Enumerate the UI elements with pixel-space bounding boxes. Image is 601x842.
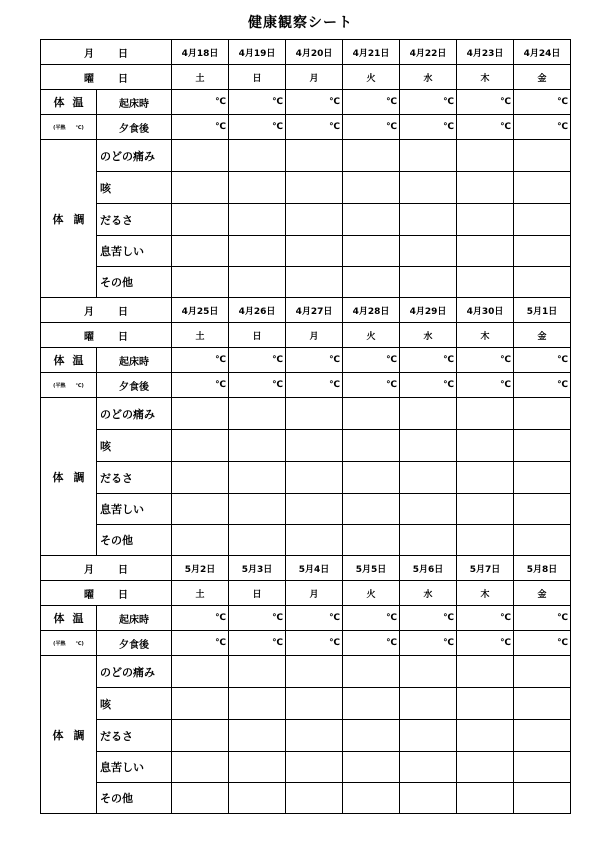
date-cell: 4月25日	[172, 298, 229, 323]
normal-temp-note	[41, 373, 97, 398]
symptom-check-cell[interactable]	[457, 525, 514, 556]
symptom-check-cell[interactable]	[172, 398, 229, 430]
symptom-check-cell[interactable]	[286, 688, 343, 720]
symptom-check-cell[interactable]	[286, 720, 343, 752]
temp-input-cell[interactable]: ℃	[229, 631, 286, 656]
temp-input-cell[interactable]: ℃	[172, 90, 229, 115]
symptom-check-cell[interactable]	[400, 462, 457, 494]
symptom-check-cell[interactable]	[400, 430, 457, 462]
temp-input-cell[interactable]: ℃	[343, 90, 400, 115]
symptom-check-cell[interactable]	[286, 398, 343, 430]
symptom-check-cell[interactable]	[172, 752, 229, 783]
month-label: 月	[84, 48, 94, 60]
weekday-cell: 木	[457, 323, 514, 348]
date-cell: 5月7日	[457, 556, 514, 581]
date-row	[41, 298, 571, 323]
normal-temp-left: (平熱	[53, 640, 66, 647]
weekday-label-yo: 曜	[84, 73, 94, 85]
morning-label: 起床時	[97, 348, 172, 373]
temp-input-cell[interactable]: ℃	[286, 631, 343, 656]
temp-input-cell[interactable]: ℃	[286, 373, 343, 398]
morning-label: 起床時	[97, 606, 172, 631]
symptom-check-cell[interactable]	[343, 656, 400, 688]
symptom-check-cell[interactable]	[343, 398, 400, 430]
symptom-check-cell[interactable]	[400, 783, 457, 814]
temp-input-cell[interactable]: ℃	[457, 348, 514, 373]
morning-label: 起床時	[97, 90, 172, 115]
normal-temp-right: ℃)	[75, 382, 84, 389]
symptom-label: 息苦しい	[97, 494, 172, 525]
symptom-check-cell[interactable]	[457, 172, 514, 204]
symptom-check-cell[interactable]	[457, 462, 514, 494]
date-cell: 5月5日	[343, 556, 400, 581]
weekday-cell: 土	[172, 323, 229, 348]
temp-input-cell[interactable]: ℃	[229, 348, 286, 373]
temp-input-cell[interactable]: ℃	[286, 348, 343, 373]
symptom-check-cell[interactable]	[286, 140, 343, 172]
body-temp-label	[41, 606, 97, 631]
symptom-check-cell[interactable]	[457, 752, 514, 783]
symptom-row	[41, 398, 571, 430]
symptom-check-cell[interactable]	[229, 430, 286, 462]
symptom-check-cell[interactable]	[457, 688, 514, 720]
symptom-label: 息苦しい	[97, 236, 172, 267]
symptom-check-cell[interactable]	[343, 752, 400, 783]
symptom-row	[41, 172, 571, 204]
temp-input-cell[interactable]: ℃	[172, 115, 229, 140]
symptom-row	[41, 204, 571, 236]
weekday-cell: 水	[400, 581, 457, 606]
cho-char: 調	[73, 470, 85, 484]
weekday-cell: 日	[229, 65, 286, 90]
health-observation-table	[40, 39, 571, 814]
symptom-check-cell[interactable]	[229, 783, 286, 814]
weekday-cell: 土	[172, 581, 229, 606]
temp-input-cell[interactable]: ℃	[286, 606, 343, 631]
temp-input-cell[interactable]: ℃	[457, 631, 514, 656]
symptom-check-cell[interactable]	[514, 656, 571, 688]
weekday-cell: 月	[286, 323, 343, 348]
symptom-row	[41, 783, 571, 814]
symptom-check-cell[interactable]	[343, 267, 400, 298]
date-cell: 5月1日	[514, 298, 571, 323]
temp-input-cell[interactable]: ℃	[400, 606, 457, 631]
symptom-check-cell[interactable]	[229, 752, 286, 783]
day-label: 日	[118, 564, 128, 576]
condition-label	[41, 656, 97, 814]
symptom-check-cell[interactable]	[229, 140, 286, 172]
normal-temp-right: ℃)	[75, 124, 84, 131]
symptom-check-cell[interactable]	[172, 140, 229, 172]
date-cell: 5月4日	[286, 556, 343, 581]
symptom-label: 咳	[97, 172, 172, 204]
symptom-label: だるさ	[97, 720, 172, 752]
weekday-cell: 木	[457, 65, 514, 90]
symptom-check-cell[interactable]	[229, 236, 286, 267]
symptom-label: のどの痛み	[97, 398, 172, 430]
symptom-check-cell[interactable]	[457, 783, 514, 814]
weekday-cell: 金	[514, 323, 571, 348]
normal-temp-note	[41, 631, 97, 656]
symptom-check-cell[interactable]	[172, 688, 229, 720]
weekday-cell: 木	[457, 581, 514, 606]
symptom-check-cell[interactable]	[457, 204, 514, 236]
symptom-row	[41, 752, 571, 783]
symptom-check-cell[interactable]	[514, 172, 571, 204]
symptom-check-cell[interactable]	[400, 752, 457, 783]
temp-evening-row	[41, 631, 571, 656]
normal-temp-left: (平熱	[53, 382, 66, 389]
normal-temp-note	[41, 115, 97, 140]
temp-input-cell[interactable]: ℃	[400, 348, 457, 373]
symptom-label: 咳	[97, 688, 172, 720]
symptom-check-cell[interactable]	[457, 494, 514, 525]
symptom-check-cell[interactable]	[514, 236, 571, 267]
symptom-check-cell[interactable]	[286, 204, 343, 236]
temp-input-cell[interactable]: ℃	[514, 373, 571, 398]
symptom-check-cell[interactable]	[514, 525, 571, 556]
symptom-check-cell[interactable]	[343, 783, 400, 814]
symptom-check-cell[interactable]	[343, 525, 400, 556]
weekday-cell: 火	[343, 581, 400, 606]
weekday-label	[41, 323, 172, 348]
symptom-check-cell[interactable]	[400, 204, 457, 236]
symptom-check-cell[interactable]	[343, 172, 400, 204]
symptom-check-cell[interactable]	[400, 140, 457, 172]
symptom-check-cell[interactable]	[514, 430, 571, 462]
tai-char: 体	[53, 96, 65, 109]
symptom-label: 息苦しい	[97, 752, 172, 783]
tai-char: 体	[52, 212, 64, 226]
temp-input-cell[interactable]: ℃	[400, 90, 457, 115]
cho-char: 調	[73, 728, 85, 742]
temp-input-cell[interactable]: ℃	[229, 115, 286, 140]
temp-input-cell[interactable]: ℃	[514, 348, 571, 373]
symptom-label: のどの痛み	[97, 140, 172, 172]
symptom-check-cell[interactable]	[172, 462, 229, 494]
symptom-row	[41, 462, 571, 494]
date-cell: 4月23日	[457, 40, 514, 65]
temp-morning-row	[41, 348, 571, 373]
date-cell: 4月21日	[343, 40, 400, 65]
symptom-check-cell[interactable]	[400, 688, 457, 720]
symptom-check-cell[interactable]	[457, 236, 514, 267]
day-label: 日	[118, 48, 128, 60]
symptom-check-cell[interactable]	[286, 783, 343, 814]
symptom-check-cell[interactable]	[457, 267, 514, 298]
temp-input-cell[interactable]: ℃	[229, 373, 286, 398]
symptom-check-cell[interactable]	[457, 430, 514, 462]
symptom-check-cell[interactable]	[400, 172, 457, 204]
symptom-check-cell[interactable]	[286, 525, 343, 556]
symptom-label: その他	[97, 783, 172, 814]
symptom-check-cell[interactable]	[400, 494, 457, 525]
symptom-check-cell[interactable]	[286, 494, 343, 525]
symptom-check-cell[interactable]	[172, 783, 229, 814]
temp-input-cell[interactable]: ℃	[172, 606, 229, 631]
date-cell: 4月22日	[400, 40, 457, 65]
date-cell: 5月6日	[400, 556, 457, 581]
date-row	[41, 556, 571, 581]
date-cell: 4月30日	[457, 298, 514, 323]
symptom-check-cell[interactable]	[172, 656, 229, 688]
symptom-check-cell[interactable]	[229, 267, 286, 298]
symptom-check-cell[interactable]	[343, 720, 400, 752]
tai-char: 体	[52, 728, 64, 742]
symptom-check-cell[interactable]	[286, 462, 343, 494]
symptom-row	[41, 430, 571, 462]
weekday-cell: 火	[343, 323, 400, 348]
symptom-row	[41, 140, 571, 172]
page-title: 健康観察シート	[248, 15, 353, 31]
symptom-check-cell[interactable]	[514, 398, 571, 430]
symptom-label: 咳	[97, 430, 172, 462]
date-cell: 4月18日	[172, 40, 229, 65]
symptom-check-cell[interactable]	[457, 140, 514, 172]
temp-input-cell[interactable]: ℃	[229, 90, 286, 115]
weekday-label-yo: 曜	[84, 589, 94, 601]
symptom-row	[41, 525, 571, 556]
symptom-check-cell[interactable]	[343, 494, 400, 525]
temp-input-cell[interactable]: ℃	[172, 631, 229, 656]
symptom-row	[41, 236, 571, 267]
temp-input-cell[interactable]: ℃	[514, 115, 571, 140]
symptom-check-cell[interactable]	[514, 140, 571, 172]
symptom-check-cell[interactable]	[229, 398, 286, 430]
symptom-check-cell[interactable]	[514, 783, 571, 814]
symptom-row	[41, 267, 571, 298]
symptom-check-cell[interactable]	[400, 525, 457, 556]
condition-label	[41, 140, 97, 298]
symptom-check-cell[interactable]	[514, 720, 571, 752]
body-temp-label	[41, 348, 97, 373]
symptom-check-cell[interactable]	[172, 430, 229, 462]
date-cell: 4月29日	[400, 298, 457, 323]
temp-input-cell[interactable]: ℃	[457, 606, 514, 631]
symptom-check-cell[interactable]	[172, 720, 229, 752]
symptom-label: のどの痛み	[97, 656, 172, 688]
symptom-check-cell[interactable]	[343, 462, 400, 494]
symptom-check-cell[interactable]	[286, 172, 343, 204]
temp-input-cell[interactable]: ℃	[229, 606, 286, 631]
symptom-check-cell[interactable]	[343, 204, 400, 236]
on-char: 温	[72, 96, 84, 109]
date-cell: 5月3日	[229, 556, 286, 581]
symptom-check-cell[interactable]	[229, 172, 286, 204]
symptom-check-cell[interactable]	[400, 236, 457, 267]
cho-char: 調	[73, 212, 85, 226]
weekday-cell: 月	[286, 581, 343, 606]
on-char: 温	[72, 612, 84, 625]
month-day-label	[41, 556, 172, 581]
date-cell: 4月26日	[229, 298, 286, 323]
symptom-check-cell[interactable]	[514, 688, 571, 720]
temp-input-cell[interactable]: ℃	[172, 348, 229, 373]
symptom-check-cell[interactable]	[457, 656, 514, 688]
symptom-check-cell[interactable]	[172, 172, 229, 204]
symptom-check-cell[interactable]	[229, 720, 286, 752]
symptom-check-cell[interactable]	[229, 494, 286, 525]
date-cell: 4月24日	[514, 40, 571, 65]
evening-label: 夕食後	[97, 373, 172, 398]
symptom-check-cell[interactable]	[514, 204, 571, 236]
day-label: 日	[118, 306, 128, 318]
weekday-cell: 水	[400, 323, 457, 348]
tai-char: 体	[53, 612, 65, 625]
symptom-row	[41, 688, 571, 720]
temp-input-cell[interactable]: ℃	[514, 606, 571, 631]
on-char: 温	[72, 354, 84, 367]
temp-input-cell[interactable]: ℃	[286, 115, 343, 140]
symptom-check-cell[interactable]	[172, 267, 229, 298]
evening-label: 夕食後	[97, 115, 172, 140]
temp-input-cell[interactable]: ℃	[343, 373, 400, 398]
tai-char: 体	[52, 470, 64, 484]
weekday-cell: 土	[172, 65, 229, 90]
temp-evening-row	[41, 115, 571, 140]
symptom-check-cell[interactable]	[286, 656, 343, 688]
date-cell: 4月27日	[286, 298, 343, 323]
date-cell: 5月2日	[172, 556, 229, 581]
symptom-check-cell[interactable]	[172, 494, 229, 525]
weekday-cell: 月	[286, 65, 343, 90]
temp-input-cell[interactable]: ℃	[343, 348, 400, 373]
symptom-row	[41, 656, 571, 688]
temp-input-cell[interactable]: ℃	[457, 373, 514, 398]
weekday-label	[41, 65, 172, 90]
weekday-label	[41, 581, 172, 606]
date-cell: 4月28日	[343, 298, 400, 323]
weekday-label-yo: 曜	[84, 331, 94, 343]
symptom-label: だるさ	[97, 204, 172, 236]
symptom-check-cell[interactable]	[400, 720, 457, 752]
symptom-check-cell[interactable]	[514, 494, 571, 525]
month-day-label	[41, 40, 172, 65]
weekday-cell: 火	[343, 65, 400, 90]
symptom-check-cell[interactable]	[172, 236, 229, 267]
temp-input-cell[interactable]: ℃	[514, 631, 571, 656]
symptom-check-cell[interactable]	[286, 752, 343, 783]
weekday-label-bi: 日	[118, 331, 128, 343]
weekday-row	[41, 581, 571, 606]
weekday-row	[41, 65, 571, 90]
temp-input-cell[interactable]: ℃	[457, 90, 514, 115]
temp-evening-row	[41, 373, 571, 398]
symptom-label: その他	[97, 267, 172, 298]
temp-input-cell[interactable]: ℃	[343, 631, 400, 656]
body-temp-label	[41, 90, 97, 115]
weekday-cell: 日	[229, 323, 286, 348]
temp-input-cell[interactable]: ℃	[400, 631, 457, 656]
month-label: 月	[84, 306, 94, 318]
temp-morning-row	[41, 90, 571, 115]
symptom-check-cell[interactable]	[343, 140, 400, 172]
temp-input-cell[interactable]: ℃	[286, 90, 343, 115]
symptom-check-cell[interactable]	[229, 204, 286, 236]
temp-input-cell[interactable]: ℃	[514, 90, 571, 115]
symptom-row	[41, 720, 571, 752]
symptom-check-cell[interactable]	[343, 688, 400, 720]
weekday-cell: 日	[229, 581, 286, 606]
weekday-row	[41, 323, 571, 348]
temp-input-cell[interactable]: ℃	[172, 373, 229, 398]
temp-input-cell[interactable]: ℃	[400, 115, 457, 140]
symptom-check-cell[interactable]	[514, 267, 571, 298]
tai-char: 体	[53, 354, 65, 367]
symptom-check-cell[interactable]	[457, 720, 514, 752]
evening-label: 夕食後	[97, 631, 172, 656]
symptom-check-cell[interactable]	[172, 525, 229, 556]
condition-label	[41, 398, 97, 556]
weekday-cell: 水	[400, 65, 457, 90]
symptom-check-cell[interactable]	[514, 752, 571, 783]
symptom-check-cell[interactable]	[286, 236, 343, 267]
symptom-check-cell[interactable]	[400, 656, 457, 688]
symptom-check-cell[interactable]	[286, 430, 343, 462]
symptom-check-cell[interactable]	[229, 462, 286, 494]
symptom-check-cell[interactable]	[514, 462, 571, 494]
symptom-row	[41, 494, 571, 525]
symptom-check-cell[interactable]	[457, 398, 514, 430]
date-cell: 5月8日	[514, 556, 571, 581]
temp-input-cell[interactable]: ℃	[343, 606, 400, 631]
temp-input-cell[interactable]: ℃	[343, 115, 400, 140]
weekday-label-bi: 日	[118, 589, 128, 601]
symptom-check-cell[interactable]	[400, 398, 457, 430]
symptom-check-cell[interactable]	[229, 656, 286, 688]
temp-input-cell[interactable]: ℃	[400, 373, 457, 398]
symptom-check-cell[interactable]	[400, 267, 457, 298]
normal-temp-left: (平熱	[53, 124, 66, 131]
symptom-check-cell[interactable]	[229, 525, 286, 556]
weekday-cell: 金	[514, 65, 571, 90]
weekday-label-bi: 日	[118, 73, 128, 85]
month-label: 月	[84, 564, 94, 576]
symptom-check-cell[interactable]	[286, 267, 343, 298]
temp-input-cell[interactable]: ℃	[457, 115, 514, 140]
symptom-check-cell[interactable]	[172, 204, 229, 236]
symptom-label: だるさ	[97, 462, 172, 494]
symptom-check-cell[interactable]	[229, 688, 286, 720]
symptom-check-cell[interactable]	[343, 430, 400, 462]
date-cell: 4月20日	[286, 40, 343, 65]
date-row	[41, 40, 571, 65]
month-day-label	[41, 298, 172, 323]
symptom-check-cell[interactable]	[343, 236, 400, 267]
symptom-label: その他	[97, 525, 172, 556]
temp-morning-row	[41, 606, 571, 631]
date-cell: 4月19日	[229, 40, 286, 65]
weekday-cell: 金	[514, 581, 571, 606]
normal-temp-right: ℃)	[75, 640, 84, 647]
